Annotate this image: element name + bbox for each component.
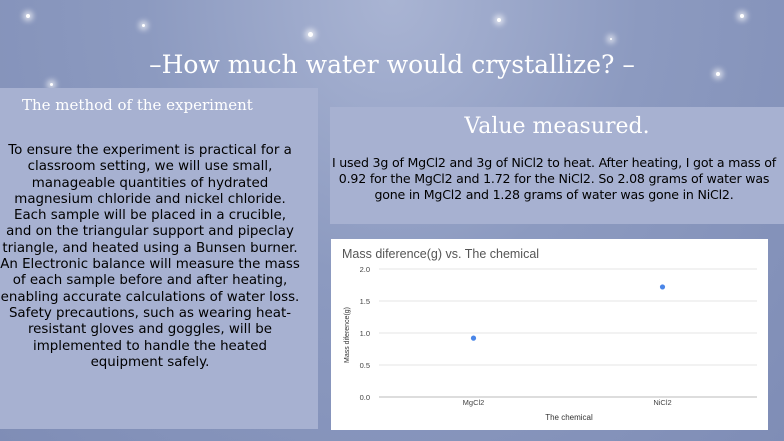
x-tick-labels xyxy=(463,398,672,407)
y-tick-label: 1.5 xyxy=(359,297,370,306)
y-tick-label: 0.0 xyxy=(359,393,370,402)
data-point xyxy=(471,336,476,341)
scatter-chart xyxy=(331,239,768,430)
x-tick-label: NiCl2 xyxy=(653,398,672,407)
method-body: To ensure the experiment is practical for a classroom setting, we will use small, manageable quantities of hydrated magnesium chloride and nickel chloride. Each sample will be placed in a crucible, and on the triangular support and pipeclay triangle, and heated using a Bunsen burner. An Electronic balance will measure the mass of each sample before and after heating, enabling accurate calculations of water loss. Safety precautions, such as wearing heat-resistant gloves and goggles, will be implemented to handle the heated equipment safely. xyxy=(0,143,300,370)
y-axis-label: Mass diference(g) xyxy=(344,306,351,364)
page-title: –How much water would crystallize? – xyxy=(149,50,635,79)
y-tick-label: 1.0 xyxy=(359,329,370,338)
x-axis-label: The chemical xyxy=(545,413,593,422)
chart-grid xyxy=(379,269,757,397)
data-points xyxy=(471,284,665,340)
data-point xyxy=(660,284,665,289)
value-panel xyxy=(330,107,784,224)
y-tick-label: 0.5 xyxy=(359,361,370,370)
x-tick-label: MgCl2 xyxy=(462,398,485,407)
value-body: I used 3g of MgCl2 and 3g of NiCl2 to heat. After heating, I got a mass of 0.92 for the MgCl2 and 1.72 for the NiCl2. So 2.08 grams of water was gone in MgCl2 and 1.28 grams of water was gone in NiCl2. xyxy=(331,155,777,202)
value-heading: Value measured. xyxy=(464,114,650,139)
y-tick-label: 2.0 xyxy=(359,265,370,274)
method-panel xyxy=(0,88,318,429)
chart-svg xyxy=(331,239,768,430)
chart-title: Mass diference(g) vs. The chemical xyxy=(342,247,540,261)
y-tick-labels xyxy=(360,265,370,402)
method-heading: The method of the experiment xyxy=(22,96,253,114)
